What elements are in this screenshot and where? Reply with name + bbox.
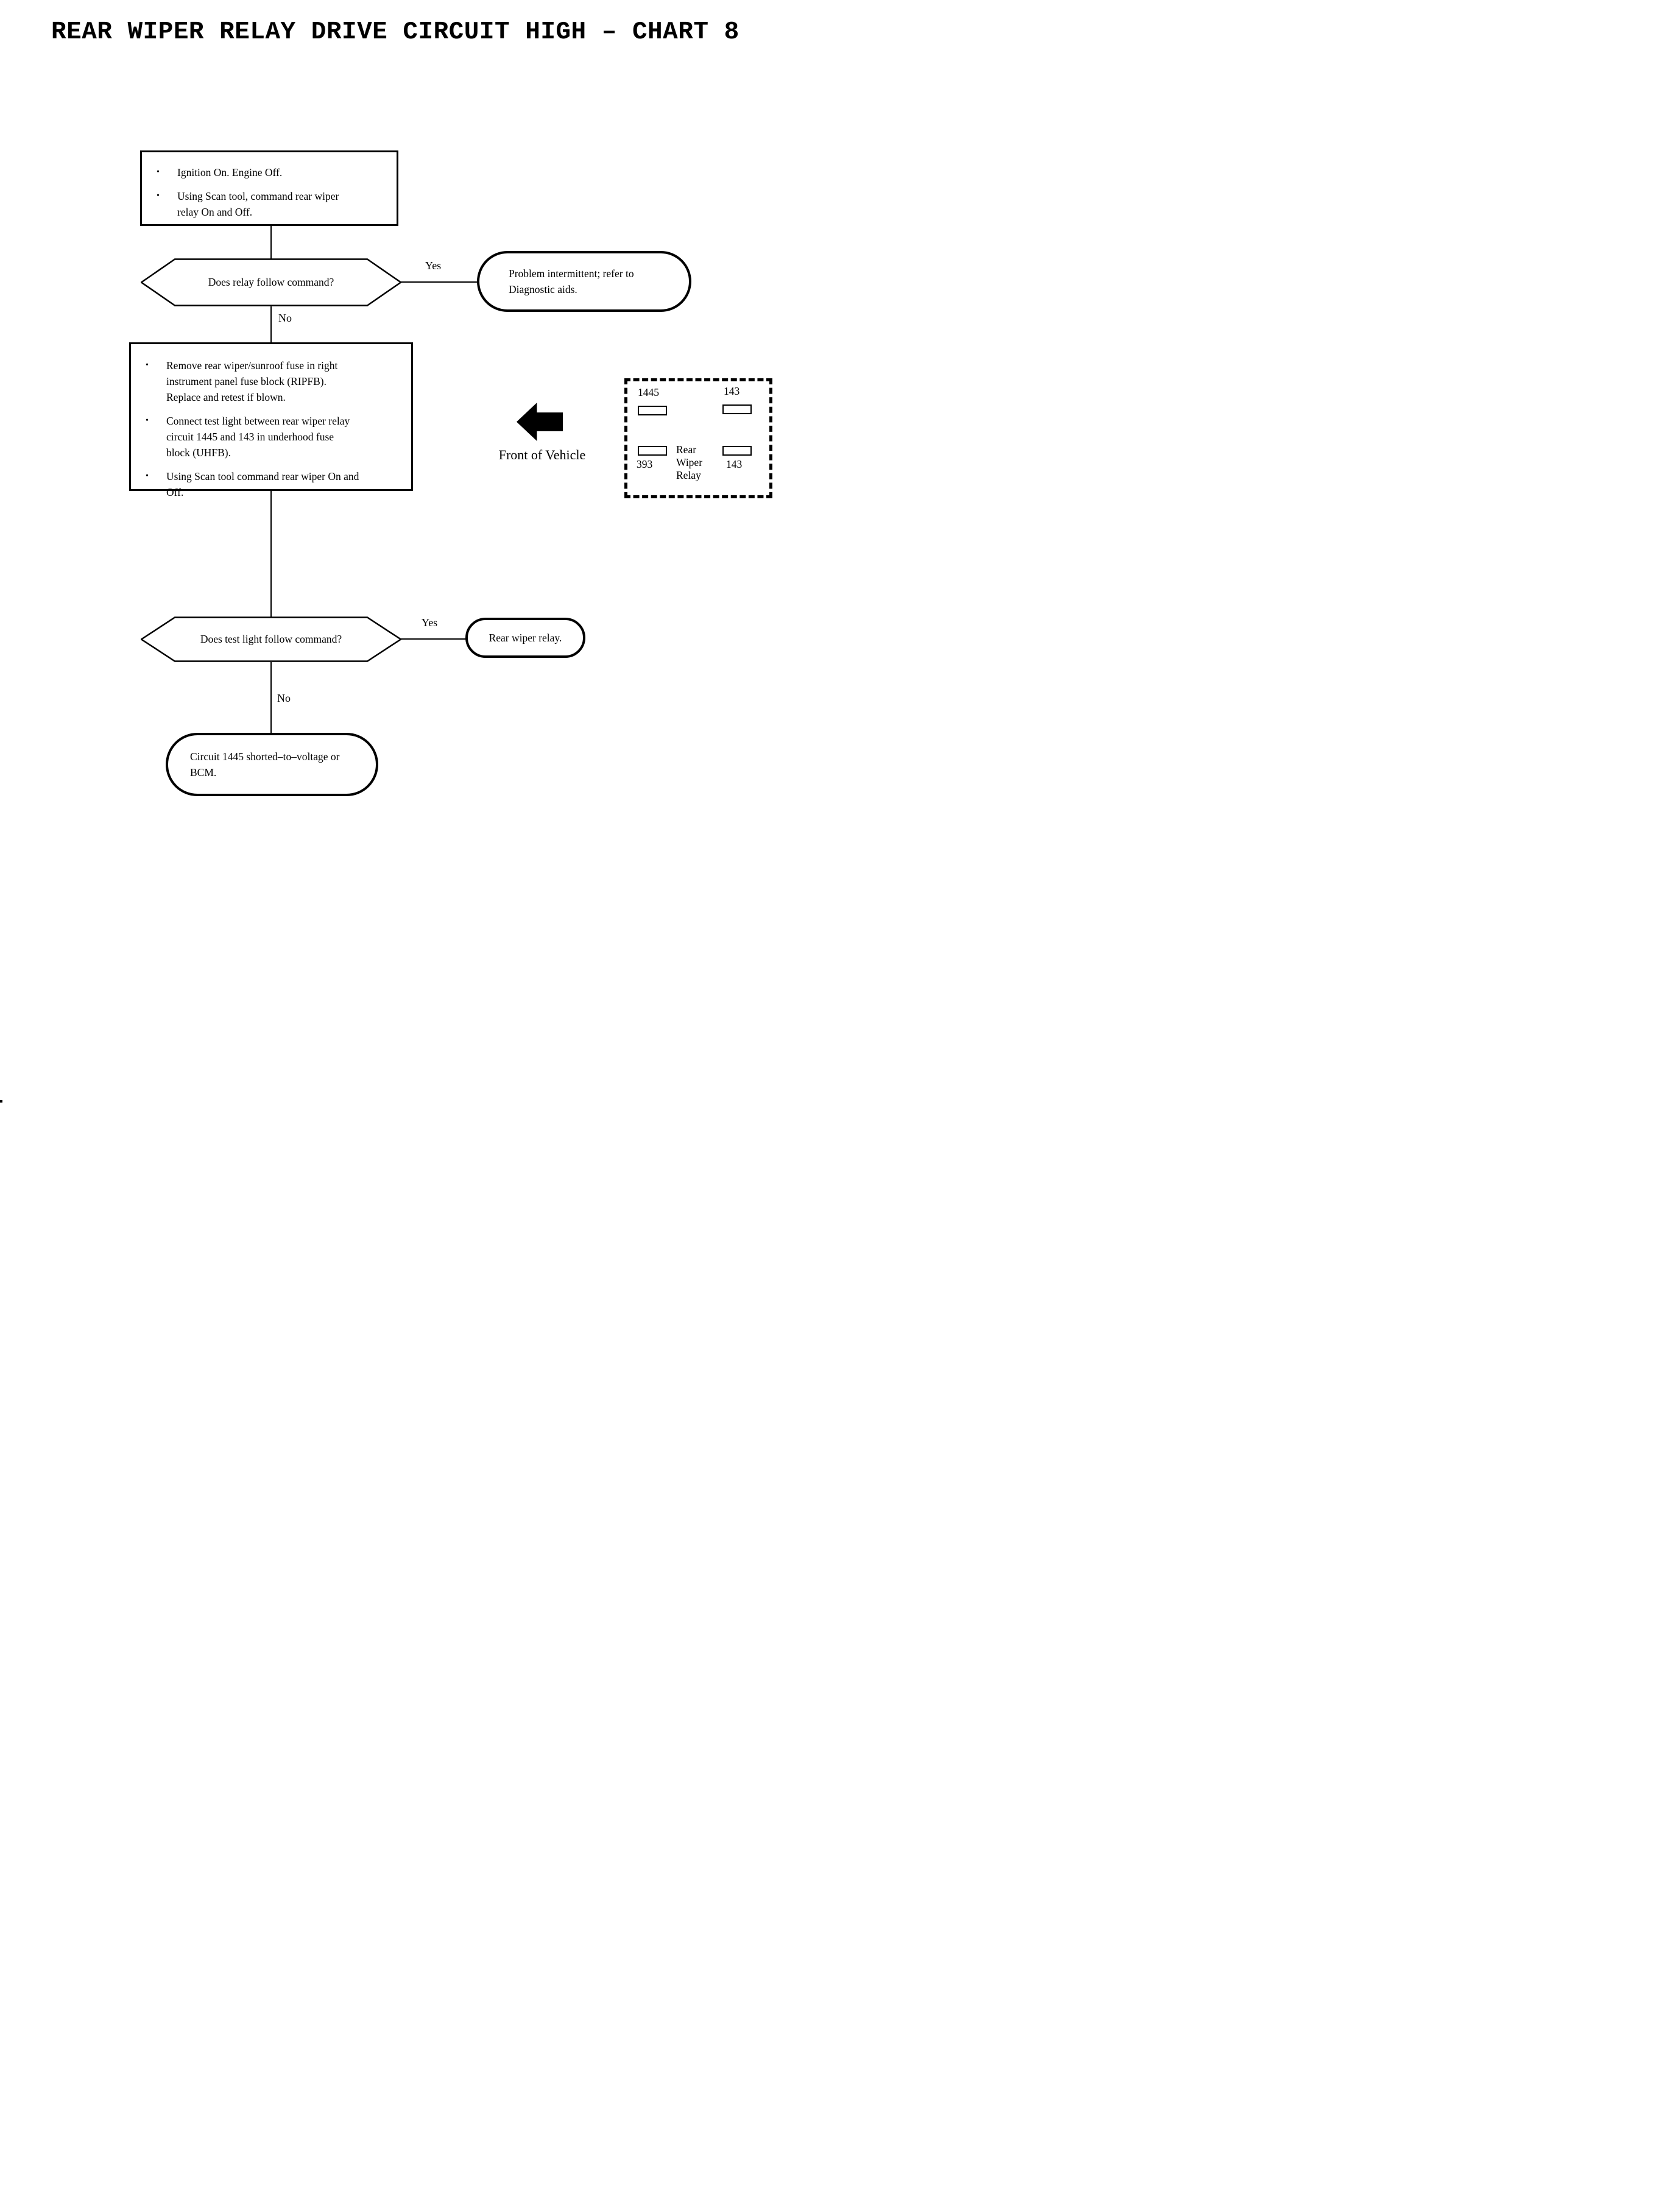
bullet-marker	[141, 413, 166, 461]
fuse-terminal	[638, 446, 667, 456]
fuse-terminal	[722, 446, 752, 456]
bullet-marker	[152, 188, 177, 220]
terminal-label-393: 393	[637, 458, 653, 470]
step1-bullet-1: Ignition On. Engine Off.	[177, 166, 283, 178]
no-label-2: No	[277, 692, 291, 704]
step2-bullet-3: Using Scan tool command rear wiper On and Off.	[166, 470, 359, 498]
step1-bullet-2: Using Scan tool, command rear wiper relay On and Off.	[177, 190, 339, 218]
terminal-2-text: Rear wiper relay.	[489, 632, 562, 644]
page-title: REAR WIPER RELAY DRIVE CIRCUIT HIGH – CHART 8	[51, 18, 739, 46]
terminal-3-text: Circuit 1445 shorted–to–voltage or BCM.	[190, 750, 340, 778]
terminal-oval-problem-intermittent	[477, 251, 691, 312]
relay-location-inset	[624, 378, 772, 498]
connector-line	[401, 638, 466, 640]
terminal-label-1445: 1445	[638, 386, 659, 398]
flowchart-page	[0, 0, 840, 1105]
bullet-item	[141, 468, 406, 500]
bullet-item	[152, 164, 392, 180]
step2-bullet-1: Remove rear wiper/sunroof fuse in right instrument panel fuse block (RIPFB). Replace and retest if blown.	[166, 359, 338, 403]
no-label-1: No	[278, 312, 292, 324]
bullet-item	[141, 413, 406, 461]
action-box-step2	[129, 342, 413, 498]
scan-artifact	[0, 1100, 2, 1103]
decision-hexagon-1	[141, 258, 401, 306]
terminal-1-text: Problem intermittent; refer to Diagnostic aids.	[509, 267, 634, 295]
fuse-terminal	[722, 404, 752, 414]
front-of-vehicle-arrow-icon	[517, 401, 563, 442]
connector-line	[270, 306, 272, 343]
connector-line	[270, 226, 272, 259]
decision-hexagon-2	[141, 616, 401, 662]
terminal-label-143-top: 143	[724, 385, 740, 397]
front-of-vehicle-label: Front of Vehicle	[498, 447, 586, 462]
yes-label-1: Yes	[425, 259, 442, 272]
bullet-marker	[141, 358, 166, 405]
yes-label-2: Yes	[422, 616, 438, 629]
terminal-oval-circuit-shorted	[166, 733, 378, 796]
decision-1-question: Does relay follow command?	[208, 276, 334, 288]
bullet-marker	[141, 468, 166, 500]
connector-line	[401, 281, 478, 283]
decision-2-question: Does test light follow command?	[200, 633, 342, 645]
step2-bullet-2: Connect test light between rear wiper relay circuit 1445 and 143 in underhood fuse block (UHFB).	[166, 415, 350, 459]
bullet-marker	[152, 164, 177, 180]
relay-name-label: Rear Wiper Relay	[676, 443, 703, 481]
action-box-step1	[140, 150, 398, 226]
bullet-item	[141, 358, 406, 405]
connector-line	[270, 491, 272, 617]
bullet-item	[152, 188, 392, 220]
terminal-oval-rear-wiper-relay	[465, 618, 585, 658]
connector-line	[270, 662, 272, 733]
terminal-label-143-bottom: 143	[726, 458, 743, 470]
fuse-terminal	[638, 406, 667, 415]
